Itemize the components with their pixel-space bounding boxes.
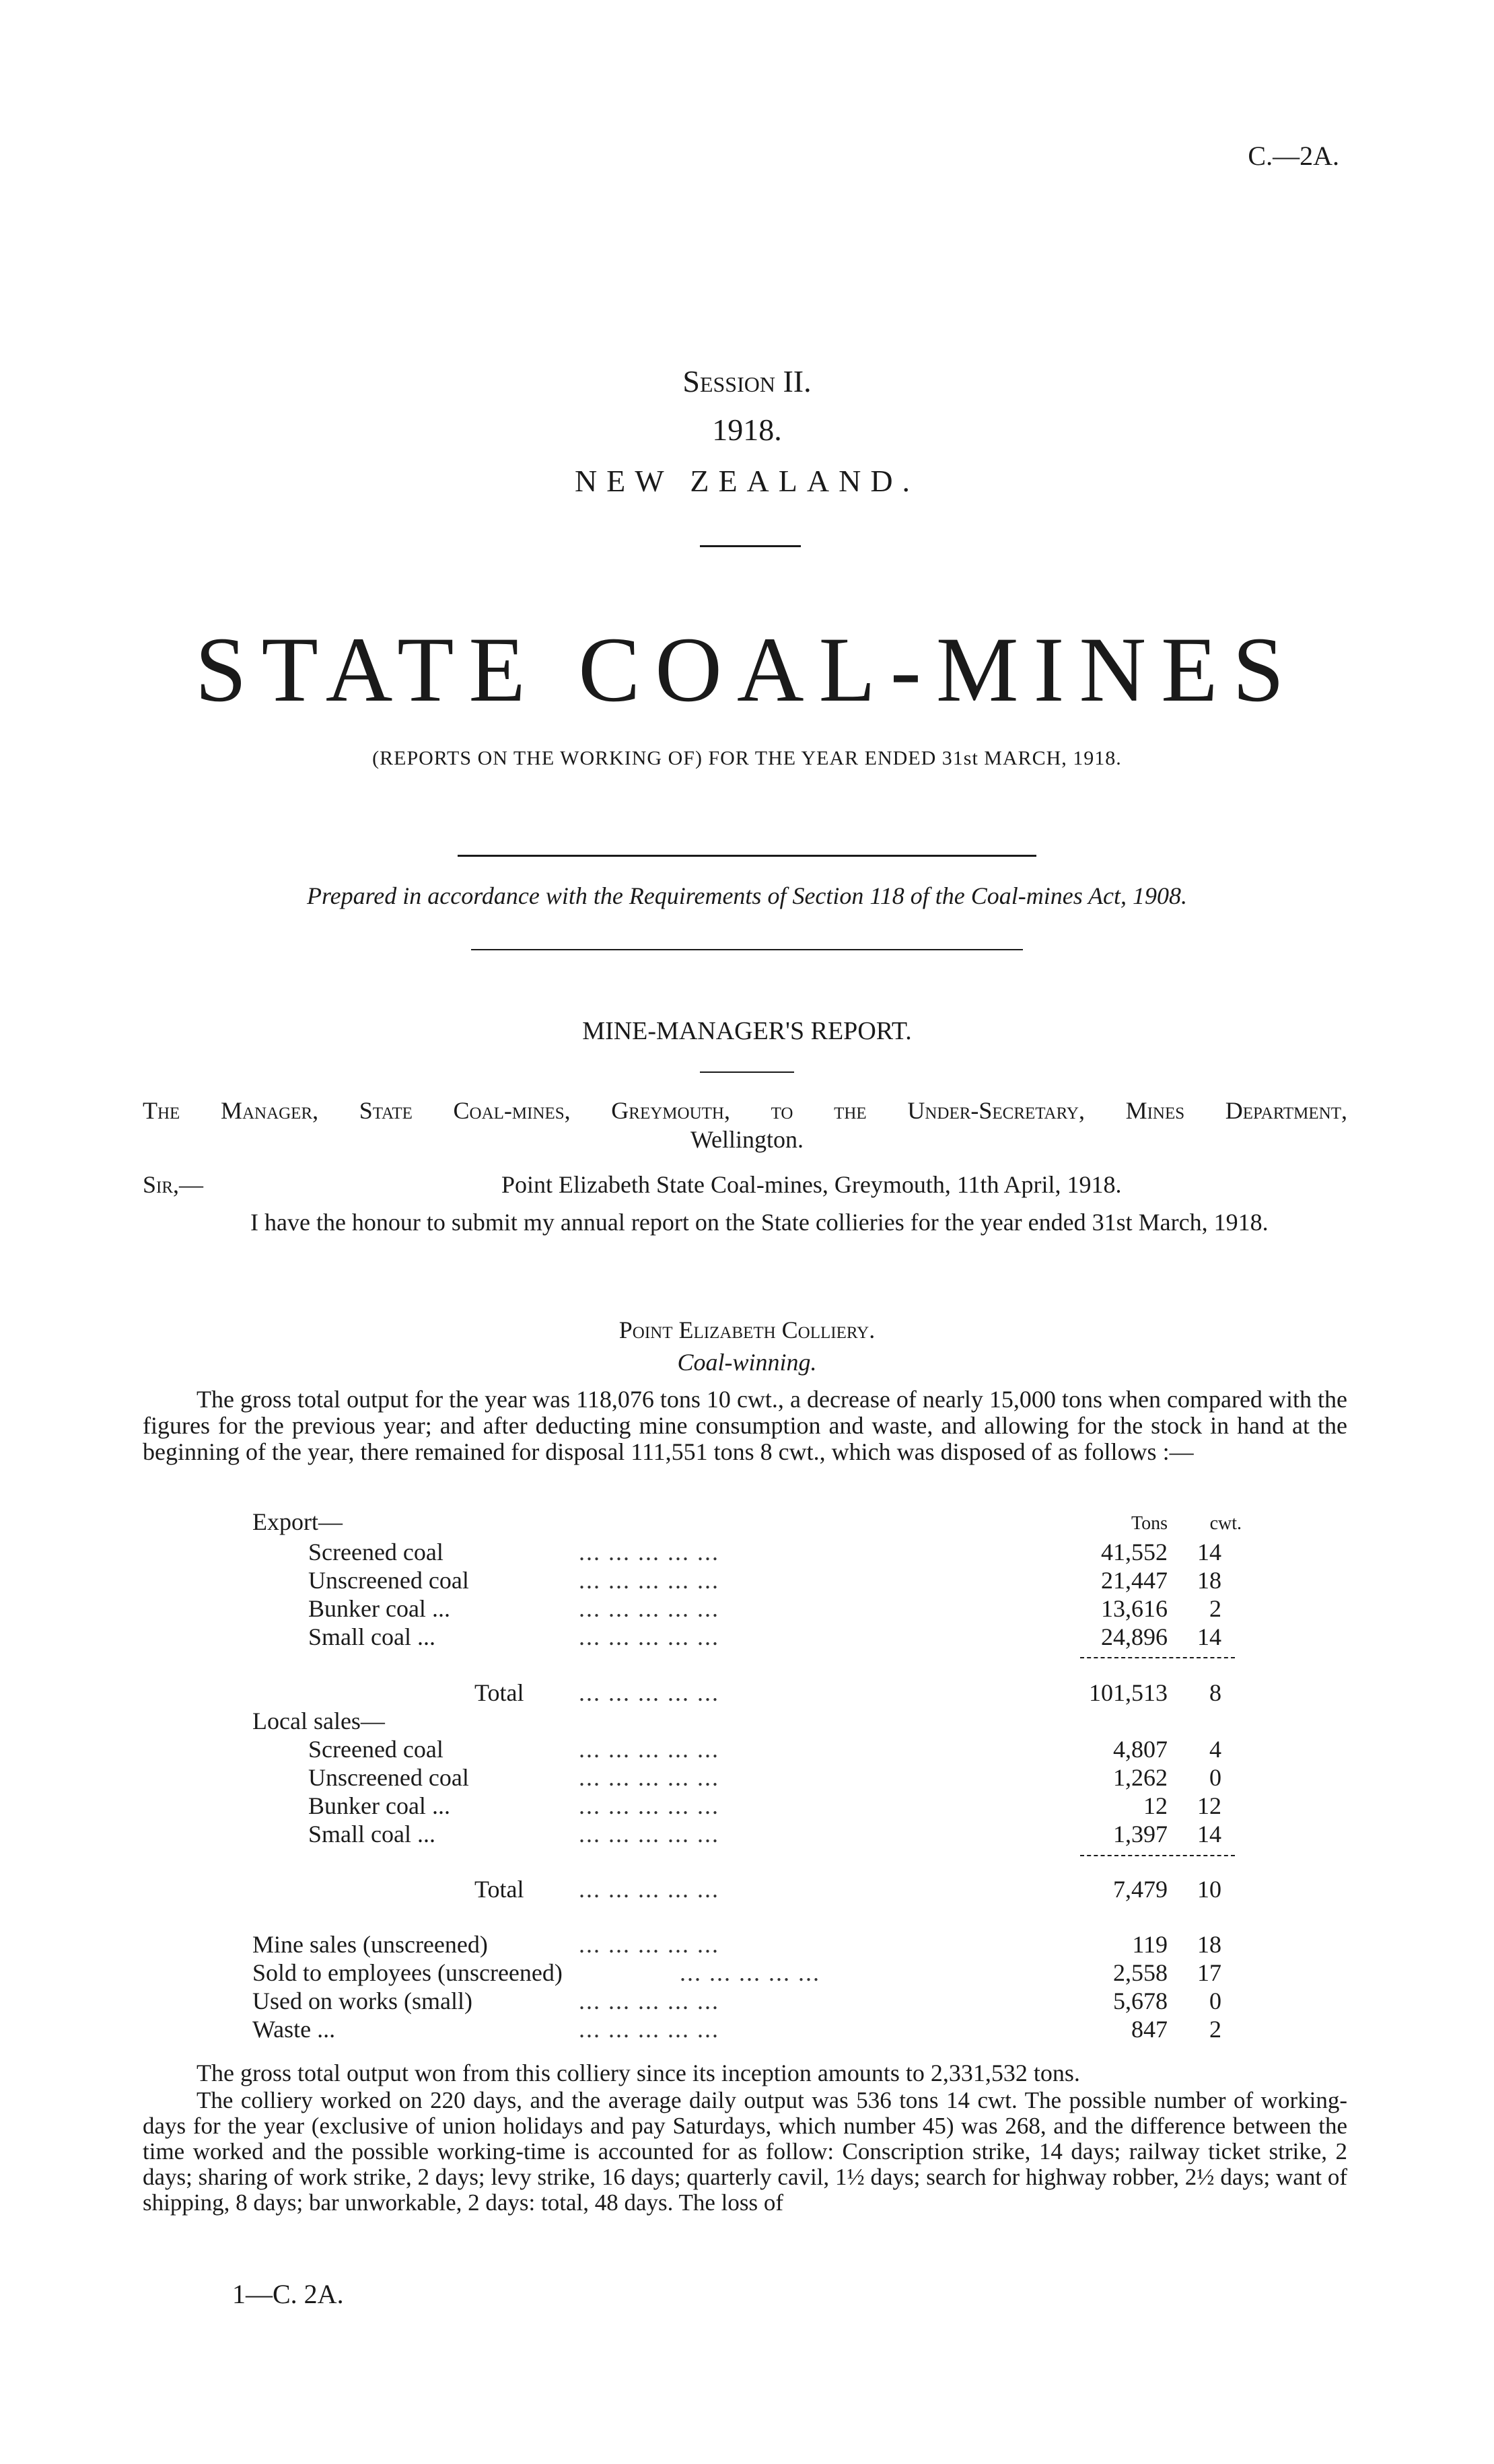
prepared-note: Prepared in accordance with the Requirements of Section 118 of the Coal-mines Act, 1908. (306, 882, 1188, 909)
page-title: STATE COAL-MINES (194, 618, 1300, 721)
export-heading: Export— (252, 1508, 343, 1535)
section-subtitle: Coal-winning. (677, 1349, 817, 1376)
output-paragraph: The gross total output for the year was 118,076 tons 10 cwt., a decrease of nearly 15,000 tons when compared with the figures for the previous year; and after deducting mine consumption and waste, and allowing for the stock in hand at the beginning of the year, there remained for disposal 111,551 tons 8 cwt., which was disposed of as follows :— (143, 1386, 1347, 1465)
working-days-paragraph: The colliery worked on 220 days, and the average daily output was 536 tons 14 cwt. The possible number of working-days for the year (exclusive of union holidays and pay Saturdays, which number 45) was 268, and the difference between the time worked and the possible working-time is accounted for as follow: Conscription strike, 14 days; railway ticket strike, 2 days; sharing of work strike, 2 days; levy strike, 16 days; quarterly cavil, 1½ days; search for highway robber, 2½ days; want of shipping, 8 days; bar unworkable, 2 days: total, 48 days. The loss of (143, 2087, 1347, 2216)
divider (471, 949, 1023, 950)
table-row: Bunker coal ... ... ... ... ... ... 13,616 2 (308, 1595, 1221, 1622)
dateline: Point Elizabeth State Coal-mines, Greymouth, 11th April, 1918. (501, 1171, 1122, 1198)
table-total-row: Total ... ... ... ... ... 101,513 8 (474, 1679, 1221, 1706)
intro-paragraph: I have the honour to submit my annual report on the State collieries for the year ended 31st March, 1918. (250, 1209, 1269, 1236)
session-label: Session II. (682, 364, 812, 398)
column-header-cwt: cwt. (1209, 1513, 1242, 1534)
table-row: Unscreened coal ... ... ... ... ... 21,447 18 (308, 1567, 1221, 1594)
table-row: Unscreened coal ... ... ... ... ... 1,262 0 (308, 1764, 1221, 1791)
table-section-heading (0, 1508, 1494, 1535)
table-row: Bunker coal ... ... ... ... ... ... 12 12 (308, 1792, 1221, 1819)
table-row: Used on works (small) ... ... ... ... ... 5,678 0 (252, 1987, 1221, 2014)
sum-rule (1080, 1657, 1235, 1658)
table-row: Sold to employees (unscreened) ... ... ... ... ... 2,558 17 (252, 1959, 1221, 1986)
divider (700, 545, 801, 547)
column-header-tons: Tons (1131, 1513, 1168, 1534)
table-row: Mine sales (unscreened) ... ... ... ... ... 119 18 (252, 1931, 1221, 1958)
table-row: Waste ... ... ... ... ... ... 847 2 (252, 2016, 1221, 2043)
divider (458, 855, 1036, 857)
page-signature: 1—C. 2A. (232, 2279, 344, 2309)
sum-rule (1080, 1855, 1235, 1856)
table-row: Screened coal ... ... ... ... ... 4,807 4 (308, 1736, 1221, 1763)
divider (700, 1071, 794, 1073)
page-subtitle: (REPORTS ON THE WORKING OF) FOR THE YEAR ENDED 31st MARCH, 1918. (372, 747, 1122, 769)
local-sales-heading: Local sales— (252, 1708, 385, 1734)
salutation: Sir,— (143, 1171, 204, 1198)
section-title: Point Elizabeth Colliery. (618, 1316, 876, 1343)
total-output-paragraph: The gross total output won from this colliery since its inception amounts to 2,331,532 tons. (197, 2060, 1080, 2086)
table-row: Small coal ... ... ... ... ... ... 1,397 14 (308, 1821, 1221, 1847)
document-reference: C.—2A. (1248, 141, 1339, 171)
table-row: Small coal ... ... ... ... ... ... 24,896 14 (308, 1623, 1221, 1650)
address-line: The Manager, State Coal-mines, Greymouth, to the Under-Secretary, Mines Department, (143, 1097, 1347, 1124)
report-heading: MINE-MANAGER'S REPORT. (582, 1017, 912, 1045)
year-label: 1918. (712, 413, 782, 447)
address-line-2: Wellington. (690, 1126, 804, 1153)
country-label: NEW ZEALAND. (574, 464, 920, 498)
table-total-row: Total ... ... ... ... ... 7,479 10 (474, 1876, 1221, 1903)
table-row: Screened coal ... ... ... ... ... 41,552 14 (308, 1539, 1221, 1565)
table-section-heading (0, 1707, 1494, 1734)
